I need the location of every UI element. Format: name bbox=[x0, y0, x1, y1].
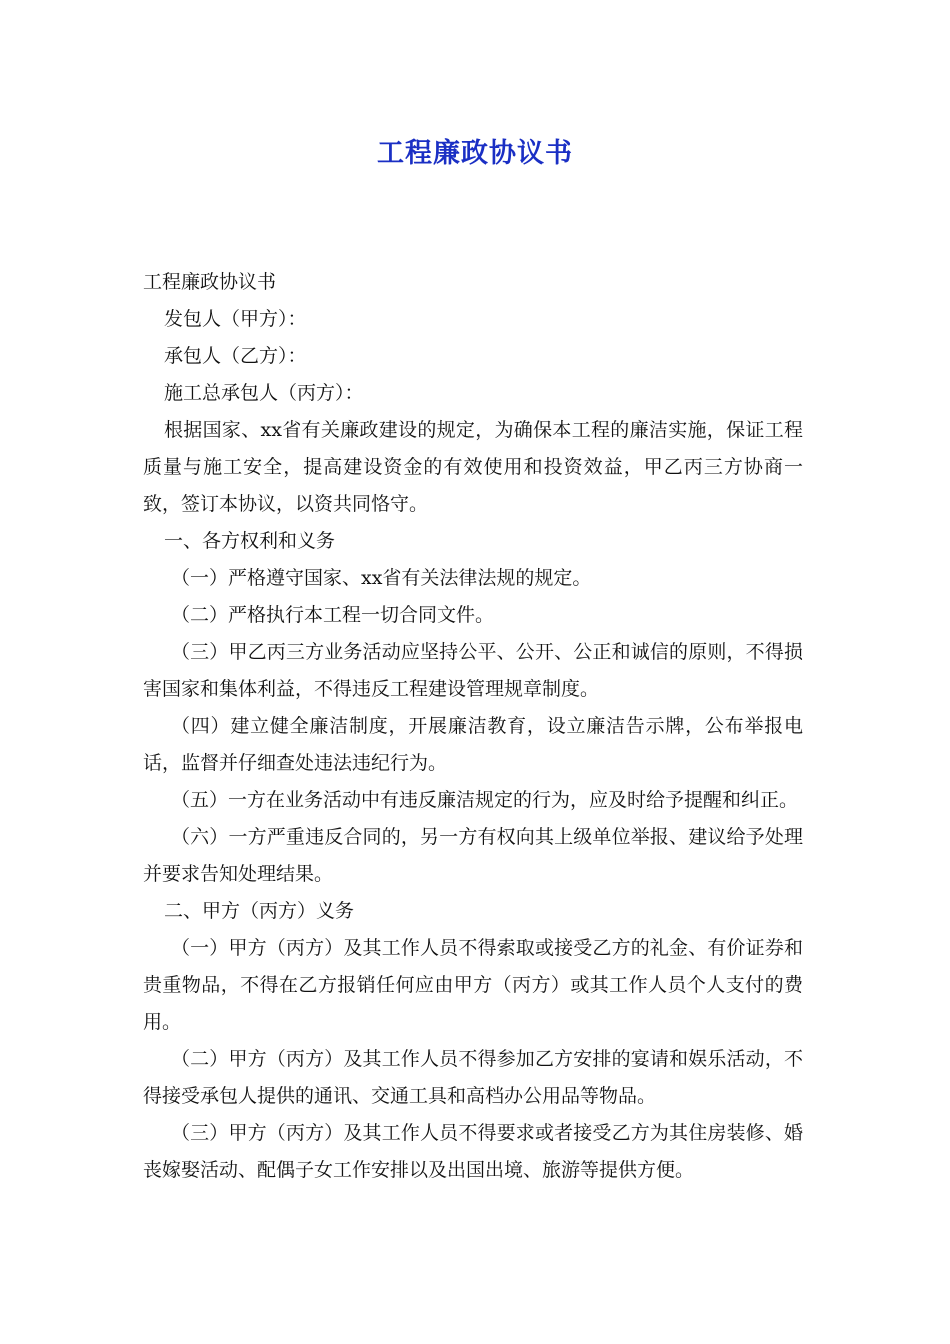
clause-1-4: （四）建立健全廉洁制度，开展廉洁教育，设立廉洁告示牌，公布举报电话，监督并仔细查处违法违纪行为。 bbox=[143, 715, 803, 774]
section-heading-1: 一、各方权利和义务 bbox=[164, 530, 336, 552]
clause-1-6: （六）一方严重违反合同的，另一方有权向其上级单位举报、建议给予处理并要求告知处理结果。 bbox=[143, 826, 803, 885]
clause-2-3: （三）甲方（丙方）及其工作人员不得要求或者接受乙方为其住房装修、婚丧嫁娶活动、配偶子女工作安排以及出国出境、旅游等提供方便。 bbox=[143, 1122, 803, 1181]
party-a-line: 发包人（甲方）： bbox=[164, 308, 307, 330]
clause-2-1: （一）甲方（丙方）及其工作人员不得索取或接受乙方的礼金、有价证券和贵重物品，不得在乙方报销任何应由甲方（丙方）或其工作人员个人支付的费用。 bbox=[143, 937, 803, 1033]
clause-1-3: （三）甲乙丙三方业务活动应坚持公平、公开、公正和诚信的原则，不得损害国家和集体利益，不得违反工程建设管理规章制度。 bbox=[143, 641, 803, 700]
section-heading-2: 二、甲方（丙方）义务 bbox=[164, 900, 355, 922]
party-b-line: 承包人（乙方）： bbox=[164, 345, 307, 367]
clause-1-1: （一）严格遵守国家、xx省有关法律法规的规定。 bbox=[171, 567, 592, 589]
document-body bbox=[143, 264, 803, 1189]
clause-2-2: （二）甲方（丙方）及其工作人员不得参加乙方安排的宴请和娱乐活动，不得接受承包人提供的通讯、交通工具和高档办公用品等物品。 bbox=[143, 1048, 803, 1107]
document-title: 工程廉政协议书 bbox=[377, 138, 573, 169]
clause-1-2: （二）严格执行本工程一切合同文件。 bbox=[171, 604, 495, 626]
clause-1-5: （五）一方在业务活动中有违反廉洁规定的行为，应及时给予提醒和纠正。 bbox=[171, 789, 799, 811]
party-c-line: 施工总承包人（丙方）： bbox=[164, 382, 364, 404]
body-heading: 工程廉政协议书 bbox=[143, 271, 277, 293]
preamble-paragraph: 根据国家、xx省有关廉政建设的规定，为确保本工程的廉洁实施，保证工程质量与施工安全，提高建设资金的有效使用和投资效益，甲乙丙三方协商一致，签订本协议，以资共同恪守。 bbox=[143, 419, 803, 515]
